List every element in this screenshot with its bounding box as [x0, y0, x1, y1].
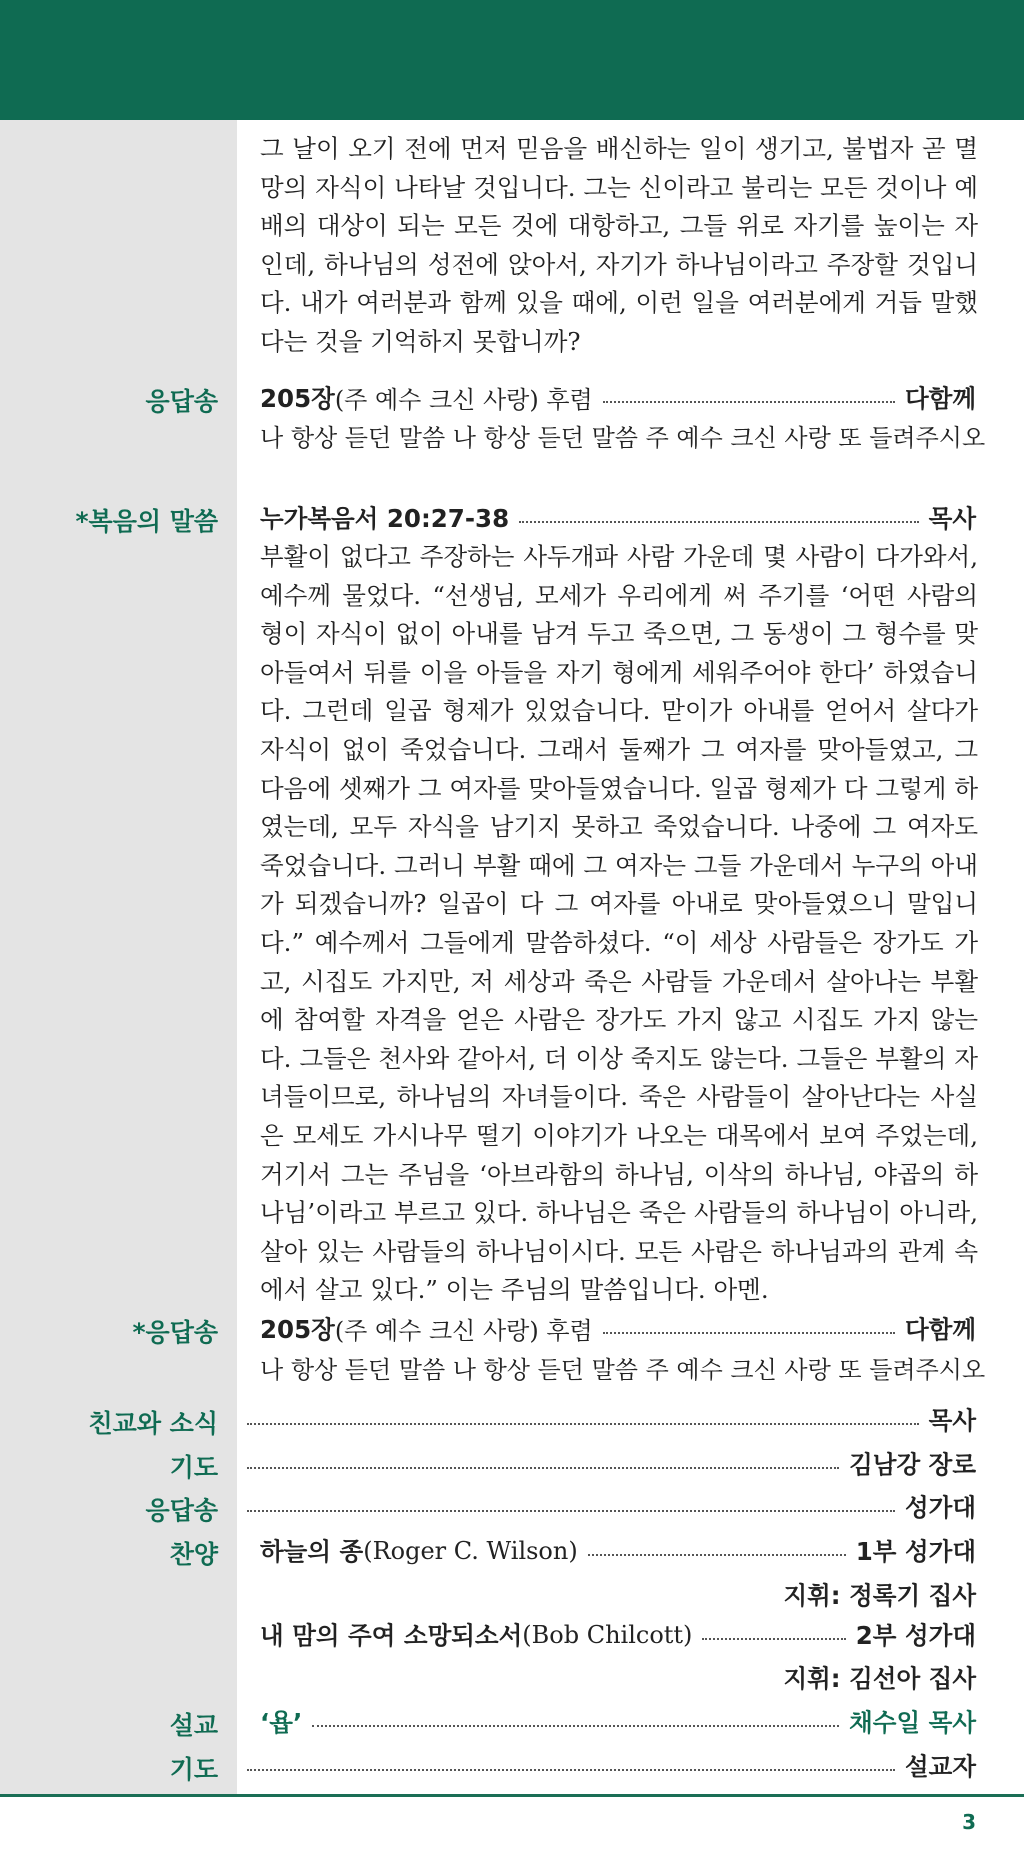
prayer-label: 기도: [169, 1755, 218, 1784]
response-hymn-row: [260, 1311, 976, 1346]
performer: 1부 성가대: [855, 1537, 976, 1566]
gospel-reference: 누가복음서 20:27-38: [260, 504, 510, 533]
prayer-row: [237, 1748, 976, 1783]
header-band: [0, 0, 1024, 120]
preacher: 채수일 목사: [849, 1708, 976, 1737]
dot-leader: [519, 521, 919, 523]
anthem-row-1: [260, 1533, 976, 1568]
performer: 2부 성가대: [855, 1621, 976, 1650]
anthem-label: 찬양: [169, 1540, 218, 1569]
leader: 목사: [928, 1406, 976, 1435]
dot-leader: [603, 1332, 895, 1334]
gospel-label: *복음의 말씀: [75, 507, 218, 536]
response-label: *응답송: [132, 1318, 218, 1347]
dot-leader: [247, 1510, 895, 1512]
anthem-composer: (Roger C. Wilson): [363, 1536, 578, 1565]
hymn-number: 205장: [260, 384, 335, 413]
prayer-row: [237, 1446, 976, 1481]
sermon-title: ‘욥’: [260, 1708, 303, 1737]
response-row: [237, 1489, 976, 1524]
prayer-label: 기도: [169, 1453, 218, 1482]
performer: 다함께: [904, 1315, 976, 1344]
dot-leader: [588, 1554, 846, 1556]
dot-leader: [312, 1725, 839, 1727]
leader: 설교자: [904, 1752, 976, 1781]
hymn-lyric: 나 항상 듣던 말씀 나 항상 듣던 말씀 주 예수 크신 사랑 또 들려주시오: [260, 424, 986, 452]
sermon-label: 설교: [169, 1711, 218, 1740]
gospel-text: 부활이 없다고 주장하는 사두개파 사람 가운데 몇 사람이 다가와서, 예수께 물었다. “선생님, 모세가 우리에게 써 주기를 ‘어떤 사람의 형이 자식이 없이 아내를 남겨 두고 죽으면, 그 동생이 그 형수를 맞아들여서 뒤를 이을 아들을 자기 형에게 세워주어야 한다’ 하였습니다. 그런데 일곱 형제가 있었습니다. 맏이가 아내를 얻어서 살다가 자식이 없이 죽었습니다. 그래서 둘째가 그 여자를 맞아들였고, 그 다음에 셋째가 그 여자를 맞아들였습니다. 일곱 형제가 다 그렇게 하였는데, 모두 자식을 남기지 못하고 죽었습니다. 나중에 그 여자도 죽었습니다. 그러니 부활 때에 그 여자는 그들 가운데서 누구의 아내가 되겠습니까? 일곱이 다 그 여자를 아내로 맞아들였으니 말입니다.” 예수께서 그들에게 말씀하셨다. “이 세상 사람들은 장가도 가고, 시집도 가지만, 저 세상과 죽은 사람들 가운데서 살아나는 부활에 참여할 자격을 얻은 사람은 장가도 가지 않고 시집도 가지 않는다. 그들은 천사와 같아서, 더 이상 죽지도 않는다. 그들은 부활의 자녀들이므로, 하나님의 자녀들이다. 죽은 사람들이 살아난다는 사실은 모세도 가시나무 떨기 이야기가 나오는 대목에서 보여 주었는데, 거기서 그는 주님을 ‘아브라함의 하나님, 이삭의 하나님, 야곱의 하나님’이라고 부르고 있다. 하나님은 죽은 사람들의 하나님이 아니라, 살아 있는 사람들의 하나님이시다. 모든 사람은 하나님과의 관계 속에서 살고 있다.” 이는 주님의 말씀입니다. 아멘.: [260, 542, 978, 1305]
sermon-row: [260, 1704, 976, 1739]
anthem-title: 하늘의 종: [260, 1537, 364, 1566]
dot-leader: [247, 1769, 895, 1771]
page-number: 3: [962, 1810, 976, 1834]
conductor: 지휘: 김선아 집사: [783, 1664, 976, 1693]
response-hymn-row: [260, 380, 976, 415]
scripture-passage: 그 날이 오기 전에 먼저 믿음을 배신하는 일이 생기고, 불법자 곧 멸망의 자식이 나타날 것입니다. 그는 신이라고 불리는 모든 것이나 예배의 대상이 되는 모든 것에 대항하고, 그들 위로 자기를 높이는 자인데, 하나님의 성전에 앉아서, 자기가 하나님이라고 주장할 것입니다. 내가 여러분과 함께 있을 때에, 이런 일을 여러분에게 거듭 말했다는 것을 기억하지 못합니까?: [260, 134, 978, 356]
anthem-row-2: [260, 1617, 976, 1652]
hymn-number: 205장: [260, 1315, 335, 1344]
response-label: 응답송: [145, 387, 218, 416]
anthem-title: 내 맘의 주여 소망되소서: [260, 1621, 523, 1650]
hymn-title: (주 예수 크신 사랑) 후렴: [334, 1317, 593, 1345]
reader: 목사: [928, 504, 976, 533]
dot-leader: [603, 401, 895, 403]
fellowship-label: 친교와 소식: [88, 1409, 218, 1438]
fellowship-row: [237, 1402, 976, 1437]
hymn-lyric: 나 항상 듣던 말씀 나 항상 듣던 말씀 주 예수 크신 사랑 또 들려주시오: [260, 1356, 986, 1384]
hymn-title: (주 예수 크신 사랑) 후렴: [334, 386, 593, 414]
performer: 다함께: [904, 384, 976, 413]
conductor: 지휘: 정록기 집사: [783, 1581, 976, 1610]
anthem-composer: (Bob Chilcott): [522, 1620, 693, 1649]
leader: 김남강 장로: [849, 1450, 976, 1479]
response-label: 응답송: [145, 1496, 218, 1525]
dot-leader: [247, 1423, 919, 1425]
performer: 성가대: [904, 1493, 976, 1522]
footer-rule: [0, 1794, 1024, 1797]
dot-leader: [702, 1638, 845, 1640]
gospel-row: [260, 500, 976, 535]
dot-leader: [247, 1467, 839, 1469]
